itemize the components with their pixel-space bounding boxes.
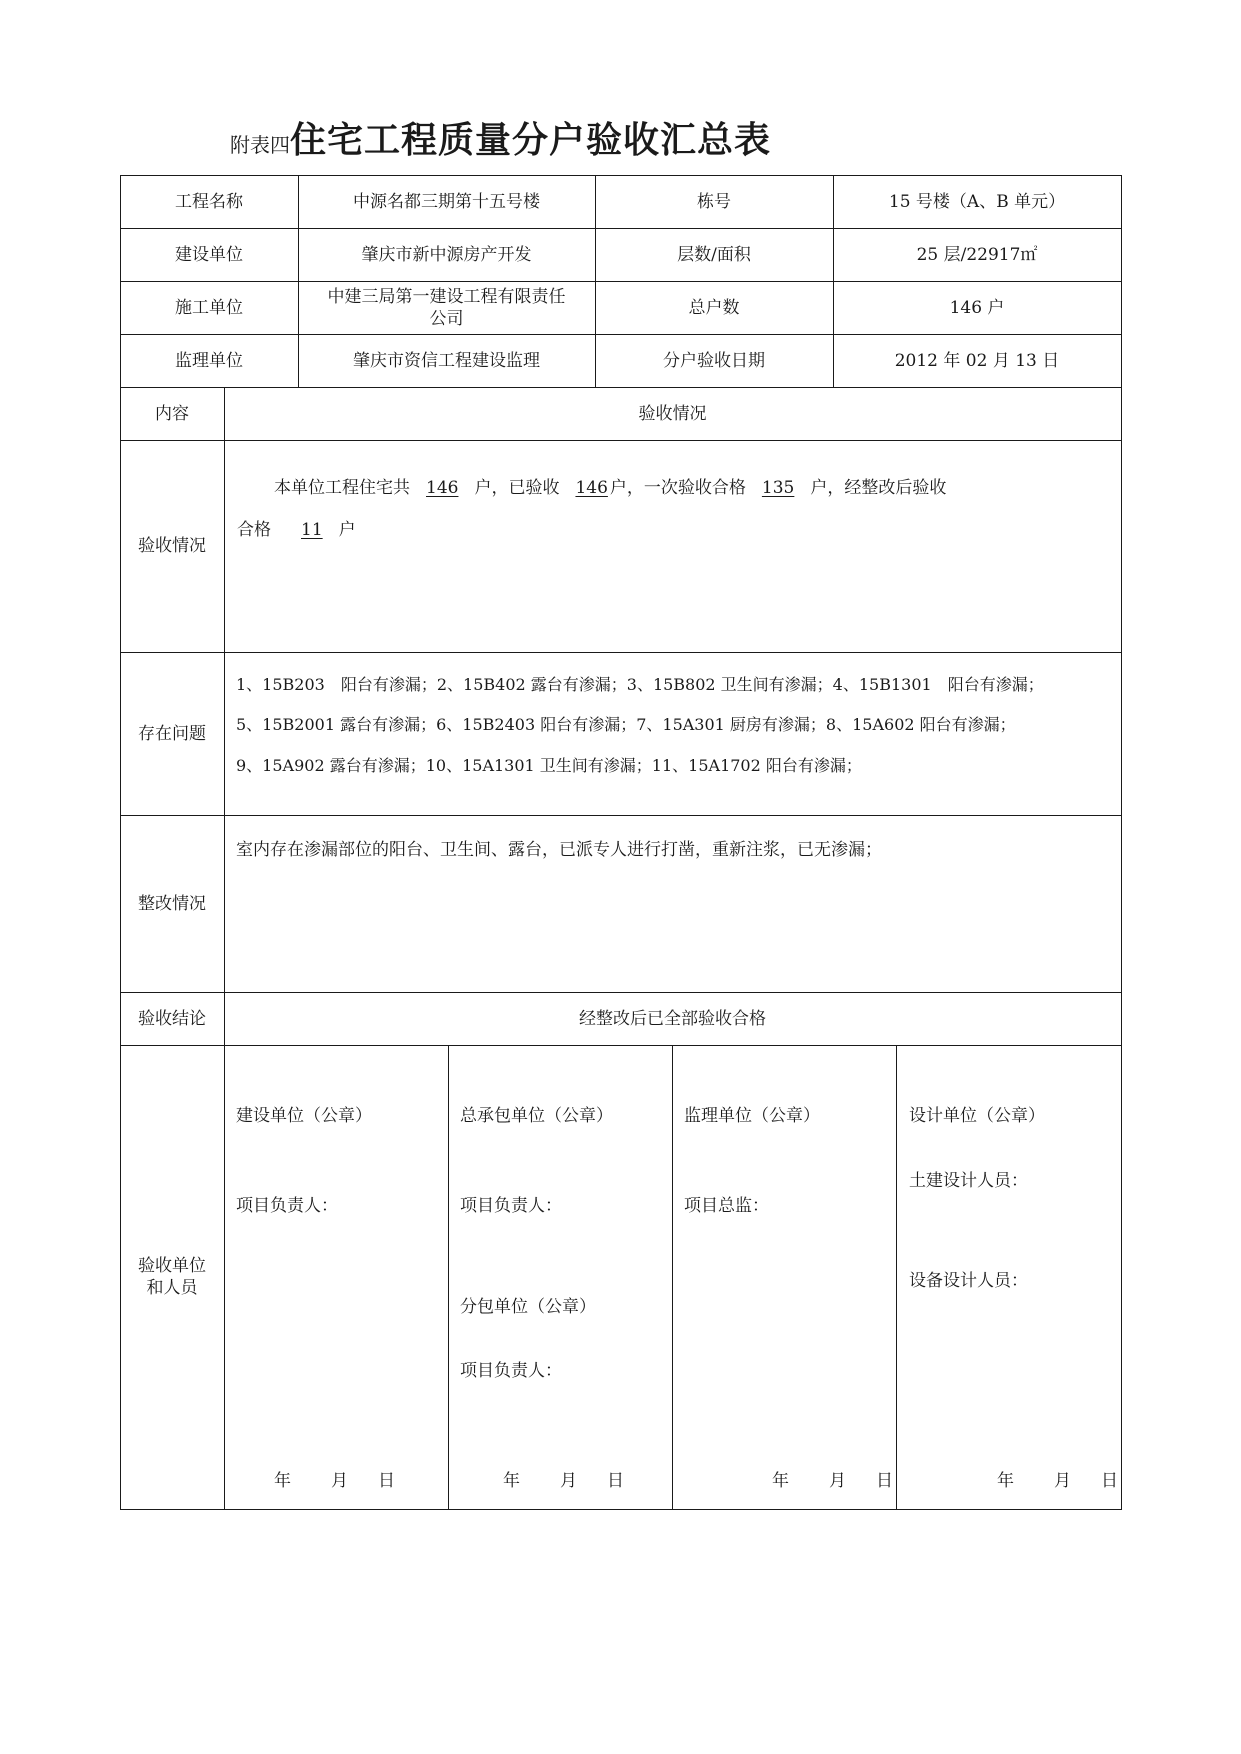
row-divider — [120, 815, 1122, 816]
acceptance-text-6: 户 — [338, 520, 356, 540]
date-day-label: 日 — [876, 1471, 893, 1491]
page-title — [230, 112, 771, 164]
date-month-label: 月 — [1054, 1471, 1071, 1491]
building-value: 15 号楼（A、B 单元） — [888, 191, 1066, 212]
conclusion-label: 验收结论 — [138, 1008, 206, 1029]
project-name-value: 中源名都三期第十五号楼 — [353, 191, 540, 212]
acceptance-date-value: 2012 年 02 月 13 日 — [894, 350, 1060, 371]
building-label: 栋号 — [697, 191, 731, 212]
signoff-label-line-1: 验收单位 — [138, 1256, 206, 1276]
designer-seal-label: 设计单位（公章） — [909, 1106, 1045, 1126]
chief-supervisor-label: 项目总监： — [684, 1196, 769, 1216]
acceptance-line-2 — [237, 515, 356, 540]
column-divider — [672, 1045, 673, 1509]
developer-label: 建设单位 — [175, 244, 243, 265]
subcontractor-seal-label: 分包单位（公章） — [460, 1297, 596, 1317]
contractor-value — [298, 281, 595, 334]
supervisor-sign-date — [772, 1466, 893, 1491]
date-year-label: 年 — [274, 1471, 291, 1491]
floors-area-label: 层数/面积 — [677, 244, 751, 265]
floors-area-value: 25 层/22917㎡ — [916, 244, 1038, 265]
row-divider — [120, 440, 1122, 441]
date-month-label: 月 — [829, 1471, 846, 1491]
column-divider — [896, 1045, 897, 1509]
contractor-sign-date — [503, 1466, 624, 1491]
rectification-text: 室内存在渗漏部位的阳台、卫生间、露台，已派专人进行打凿，重新注浆，已无渗漏； — [236, 840, 882, 860]
supervisor-seal-label: 监理单位（公章） — [684, 1106, 820, 1126]
title-main: 住宅工程质量分户验收汇总表 — [290, 119, 772, 161]
table-border-right — [1121, 175, 1122, 1510]
accepted-households: 146 — [575, 478, 608, 498]
row-divider — [120, 652, 1122, 653]
row-divider — [120, 1045, 1122, 1046]
acceptance-text-1: 本单位工程住宅共 — [274, 478, 410, 498]
acceptance-date-label: 分户验收日期 — [663, 350, 765, 371]
total-households: 146 — [426, 478, 459, 498]
signoff-label-line-2: 和人员 — [146, 1278, 198, 1298]
project-name-label: 工程名称 — [175, 191, 243, 212]
developer-project-leader-label: 项目负责人： — [236, 1196, 338, 1216]
contractor-line-1: 中建三局第一建设工程有限责任 — [327, 286, 566, 307]
acceptance-text-3: 户，一次验收合格 — [609, 478, 746, 498]
date-year-label: 年 — [503, 1471, 520, 1491]
acceptance-text-2: 户，已验收 — [474, 478, 560, 498]
general-contractor-project-leader-label: 项目负责人： — [460, 1196, 562, 1216]
date-month-label: 月 — [560, 1471, 577, 1491]
contractor-line-2: 公司 — [429, 308, 464, 329]
column-divider — [448, 1045, 449, 1509]
first-pass-households: 135 — [761, 478, 795, 498]
date-year-label: 年 — [997, 1471, 1014, 1491]
acceptance-text-5: 合格 — [237, 520, 271, 540]
equipment-designer-label: 设备设计人员： — [909, 1271, 1028, 1291]
rectification-label: 整改情况 — [138, 893, 206, 914]
conclusion-value: 经整改后已全部验收合格 — [579, 1008, 766, 1029]
developer-seal-label: 建设单位（公章） — [236, 1106, 372, 1126]
issues-label: 存在问题 — [138, 723, 206, 744]
date-day-label: 日 — [1101, 1471, 1118, 1491]
general-contractor-seal-label: 总承包单位（公章） — [460, 1106, 613, 1126]
title-prefix: 附表四 — [230, 133, 290, 157]
supervisor-label: 监理单位 — [175, 350, 243, 371]
subcontractor-project-leader-label: 项目负责人： — [460, 1361, 562, 1381]
households-label: 总户数 — [688, 297, 740, 318]
table-border-bottom — [120, 1509, 1122, 1510]
households-value: 146 户 — [949, 297, 1005, 318]
content-header-value: 验收情况 — [638, 403, 707, 424]
content-header-label: 内容 — [155, 403, 189, 424]
issues-line-3: 9、15A902 露台有渗漏；10、15A1301 卫生间有渗漏；11、15A1702 阳台有渗漏； — [236, 756, 862, 775]
civil-designer-label: 土建设计人员： — [909, 1171, 1028, 1191]
issues-line-1: 1、15B203 阳台有渗漏；2、15B402 露台有渗漏；3、15B802 卫生间有渗漏；4、15B1301 阳台有渗漏； — [236, 675, 1044, 694]
supervisor-value: 肇庆市资信工程建设监理 — [353, 350, 540, 371]
signoff-label — [120, 1045, 224, 1509]
date-year-label: 年 — [772, 1471, 789, 1491]
acceptance-text-4: 户，经整改后验收 — [810, 478, 947, 498]
column-divider — [224, 387, 225, 1509]
contractor-label: 施工单位 — [175, 297, 243, 318]
acceptance-label: 验收情况 — [138, 536, 206, 556]
date-day-label: 日 — [607, 1471, 624, 1491]
developer-value: 肇庆市新中源房产开发 — [361, 244, 532, 265]
issues-line-2: 5、15B2001 露台有渗漏；6、15B2403 阳台有渗漏；7、15A301 厨房有渗漏；8、15A602 阳台有渗漏； — [236, 715, 1016, 734]
date-day-label: 日 — [378, 1471, 395, 1491]
summary-table — [120, 175, 1122, 1510]
after-fix-households: 11 — [301, 520, 323, 540]
developer-sign-date — [274, 1466, 395, 1491]
date-month-label: 月 — [331, 1471, 348, 1491]
designer-sign-date — [997, 1466, 1118, 1491]
acceptance-line-1 — [274, 473, 946, 498]
